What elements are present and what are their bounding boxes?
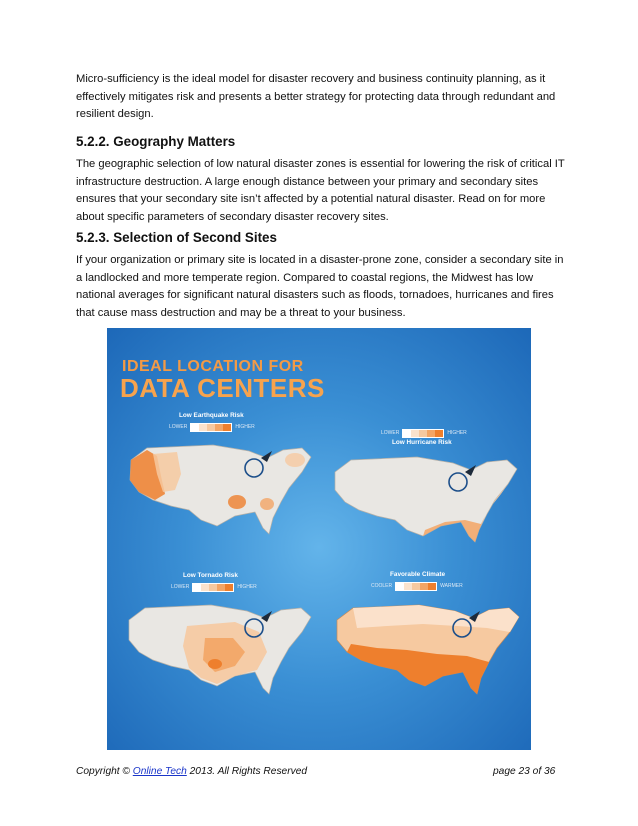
online-tech-link[interactable]: Online Tech xyxy=(132,766,187,777)
hurricane-scale-high-label: HIGHER xyxy=(447,430,467,436)
hurricane-scale-low-label: LOWER xyxy=(381,430,400,436)
hurricane-scale xyxy=(381,428,467,438)
data-center-location-infographic xyxy=(107,328,531,750)
footer-copyright xyxy=(76,766,307,777)
tornado-scale-low-label: LOWER xyxy=(171,584,190,590)
copyright-prefix: Copyright © xyxy=(76,766,130,777)
us-land-hurricane xyxy=(335,457,517,542)
climate-scale-low-label: COOLER xyxy=(371,583,393,589)
hurricane-risk-map xyxy=(325,442,525,546)
section-heading-geography: 5.2.2. Geography Matters xyxy=(76,134,236,149)
tornado-hotspot-zone xyxy=(208,659,222,669)
second-sites-paragraph: If your organization or primary site is located in a disaster-prone zone, consider a secondary site in a landlocked and more temperate region. Compared to coastal regions, the Midwest has low national averages for significant natural disasters such as floods, tornadoes, hurricanes and fires that cause mass destruction and may be a threat to your business. xyxy=(76,254,564,319)
earthquake-new-madrid-zone xyxy=(228,495,246,509)
hurricane-map-title: Low Hurricane Risk xyxy=(392,439,452,446)
intro-paragraph: Micro-sufficiency is the ideal model for disaster recovery and business continuity planning, as it effectively mitigates risk and presents a better strategy for protecting data through redundant and resilient design. xyxy=(76,73,556,121)
hurricane-scale-bar xyxy=(402,429,444,438)
climate-map xyxy=(327,586,527,702)
section-heading-second-sites: 5.2.3. Selection of Second Sites xyxy=(76,230,277,245)
earthquake-scale-high-label: HIGHER xyxy=(235,424,255,430)
copyright-suffix: 2013. All Rights Reserved xyxy=(189,766,308,777)
climate-scale-high-label: WARMER xyxy=(440,583,463,589)
page-number: page 23 of 36 xyxy=(493,766,556,777)
earthquake-scale-low-label: LOWER xyxy=(169,424,188,430)
tornado-scale-high-label: HIGHER xyxy=(237,584,257,590)
earthquake-risk-map xyxy=(117,424,317,542)
tornado-risk-map xyxy=(117,586,317,702)
infographic-title-line1: IDEAL LOCATION FOR xyxy=(122,358,304,375)
earthquake-northeast-zone xyxy=(285,453,305,467)
climate-map-title: Favorable Climate xyxy=(390,571,446,578)
geography-paragraph: The geographic selection of low natural disaster zones is essential for lowering the risk of critical IT infrastructure destruction. A large enough distance between your primary and secondary sites ensures that your secondary site isn’t affected by a potential natural disaster. Read on for more about specific parameters of secondary disaster recovery sites. xyxy=(76,158,565,223)
earthquake-map-title: Low Earthquake Risk xyxy=(179,412,244,419)
infographic-title-line2: DATA CENTERS xyxy=(120,373,325,403)
tornado-map-title: Low Tornado Risk xyxy=(183,572,238,579)
earthquake-southeast-zone xyxy=(260,498,274,510)
